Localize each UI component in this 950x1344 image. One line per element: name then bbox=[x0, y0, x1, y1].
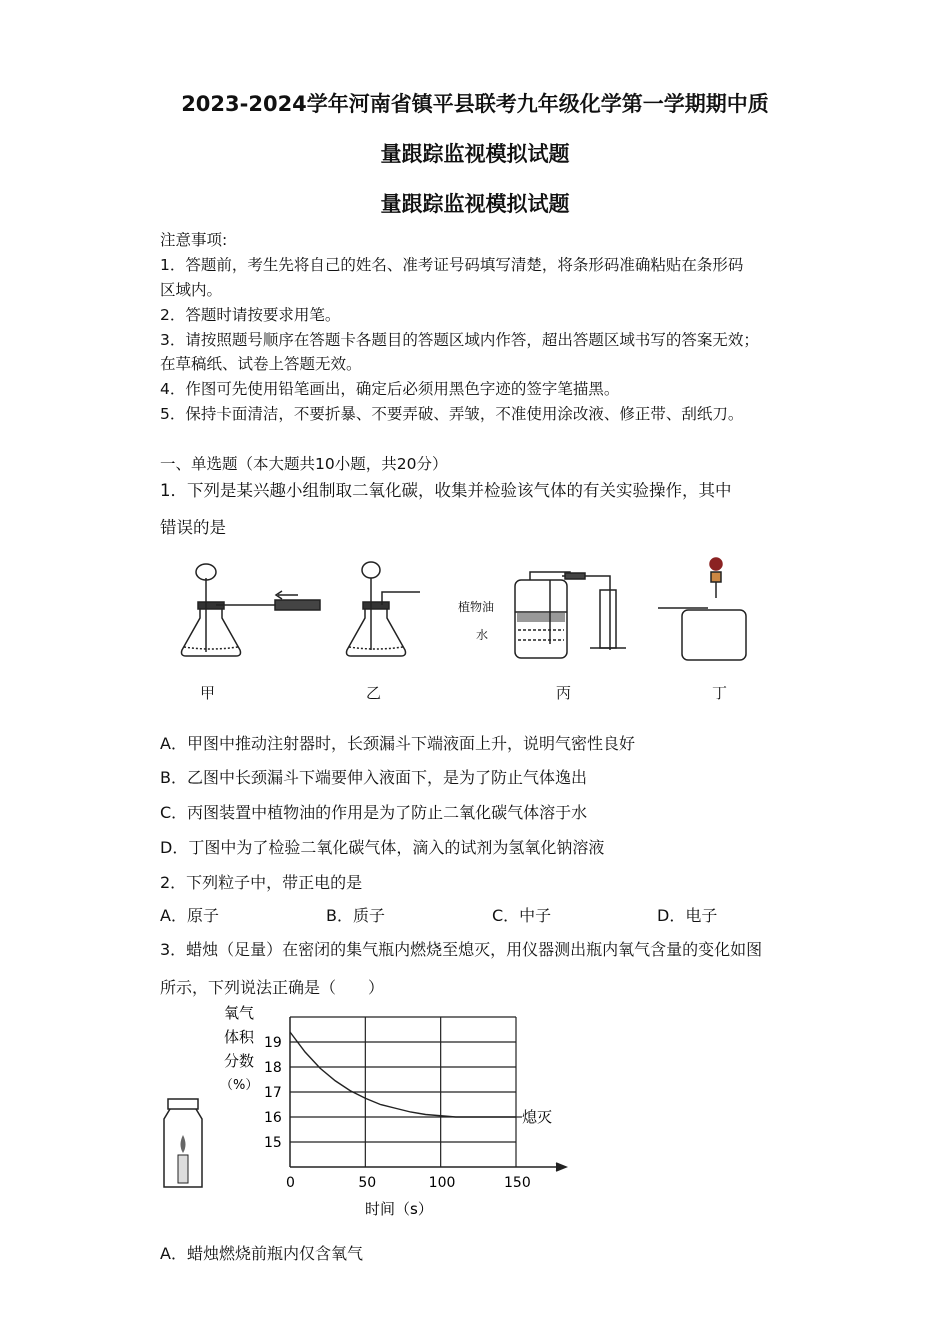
candle-jar-illustration bbox=[158, 1095, 210, 1195]
figure-label-jia: 甲 bbox=[200, 684, 216, 702]
apparatus-yi bbox=[347, 562, 421, 656]
q3-stem-cont: 所示，下列说法正确是（ ） bbox=[160, 978, 385, 997]
notice-heading: 注意事项: bbox=[160, 231, 228, 249]
q1-stem-cont: 错误的是 bbox=[160, 518, 226, 537]
notice-item: 4．作图可先使用铅笔画出，确定后必须用黑色字迹的签字笔描黑。 bbox=[160, 380, 620, 398]
q2-option-a: A．原子 bbox=[160, 906, 219, 925]
x-axis-label: 时间（s） bbox=[365, 1200, 433, 1218]
chart-grid bbox=[290, 1017, 516, 1167]
y-tick-label: 15 bbox=[264, 1135, 282, 1151]
q1-stem: 1．下列是某兴趣小组制取二氧化碳，收集并检验该气体的有关实验操作，其中 bbox=[160, 481, 732, 500]
notice-item: 1．答题前，考生先将自己的姓名、准考证号码填写清楚，将条形码准确粘贴在条形码 bbox=[160, 256, 744, 274]
figure-label-bing: 丙 bbox=[556, 684, 572, 702]
q1-option-b: B．乙图中长颈漏斗下端要伸入液面下，是为了防止气体逸出 bbox=[160, 768, 587, 787]
q2-stem: 2．下列粒子中，带正电的是 bbox=[160, 873, 363, 892]
y-tick-label: 16 bbox=[264, 1110, 282, 1126]
q2-option-b: B．质子 bbox=[326, 906, 385, 925]
x-tick-label: 50 bbox=[358, 1175, 377, 1191]
y-tick-label: 18 bbox=[264, 1060, 282, 1076]
y-tick-label: 19 bbox=[264, 1035, 282, 1051]
q3-option-a: A．蜡烛燃烧前瓶内仅含氧气 bbox=[160, 1244, 363, 1263]
x-tick-label: 0 bbox=[286, 1175, 295, 1191]
notice-item: 5．保持卡面清洁，不要折暴、不要弄破、弄皱，不准使用涂改液、修正带、刮纸刀。 bbox=[160, 405, 744, 423]
water-label: 水 bbox=[476, 628, 489, 642]
q2-option-d: D．电子 bbox=[657, 906, 718, 925]
x-axis-arrow bbox=[556, 1163, 566, 1171]
notice-item: 在草稿纸、试卷上答题无效。 bbox=[160, 355, 362, 373]
oxygen-chart bbox=[210, 1000, 590, 1230]
q1-option-c: C．丙图装置中植物油的作用是为了防止二氧化碳气体溶于水 bbox=[160, 803, 588, 822]
y-axis-label: 体积 bbox=[224, 1028, 255, 1046]
x-tick-label: 100 bbox=[428, 1175, 456, 1191]
series-line-oxygen bbox=[290, 1032, 516, 1117]
oil-label: 植物油 bbox=[458, 600, 495, 614]
apparatus-ding bbox=[658, 558, 746, 660]
y-axis-label: 氧气 bbox=[224, 1004, 255, 1022]
q1-option-d: D．丁图中为了检验二氧化碳气体，滴入的试剂为氢氧化钠溶液 bbox=[160, 838, 605, 857]
figure-label-yi: 乙 bbox=[366, 684, 382, 702]
page-title-line-1: 2023-2024学年河南省镇平县联考九年级化学第一学期期中质 bbox=[181, 92, 769, 116]
apparatus-jia bbox=[182, 564, 321, 656]
section-heading: 一、单选题（本大题共10小题，共20分） bbox=[160, 455, 448, 473]
chart-axes bbox=[290, 1163, 566, 1171]
q1-option-a: A．甲图中推动注射器时，长颈漏斗下端液面上升，说明气密性良好 bbox=[160, 734, 635, 753]
notice-item: 2．答题时请按要求用笔。 bbox=[160, 306, 341, 324]
q2-option-c: C．中子 bbox=[492, 906, 552, 925]
notice-item: 3．请按照题号顺序在答题卡各题目的答题区域内作答，超出答题区域书写的答案无效； bbox=[160, 331, 759, 349]
page-title-line-2: 量跟踪监视模拟试题 bbox=[380, 142, 570, 166]
chart-annotation: 熄灭 bbox=[522, 1108, 553, 1126]
notice-item: 区域内。 bbox=[160, 281, 223, 299]
x-tick-label: 150 bbox=[504, 1175, 531, 1191]
apparatus-bing bbox=[515, 572, 626, 658]
y-tick-label: 17 bbox=[264, 1085, 282, 1101]
y-axis-label: （%） bbox=[220, 1078, 259, 1093]
page-title-line-3: 量跟踪监视模拟试题 bbox=[380, 192, 570, 216]
chart-series bbox=[290, 1032, 522, 1117]
q3-stem: 3．蜡烛（足量）在密闭的集气瓶内燃烧至熄灭，用仪器测出瓶内氧气含量的变化如图 bbox=[160, 940, 763, 959]
y-axis-label: 分数 bbox=[224, 1052, 255, 1070]
figure-label-ding: 丁 bbox=[712, 684, 728, 702]
